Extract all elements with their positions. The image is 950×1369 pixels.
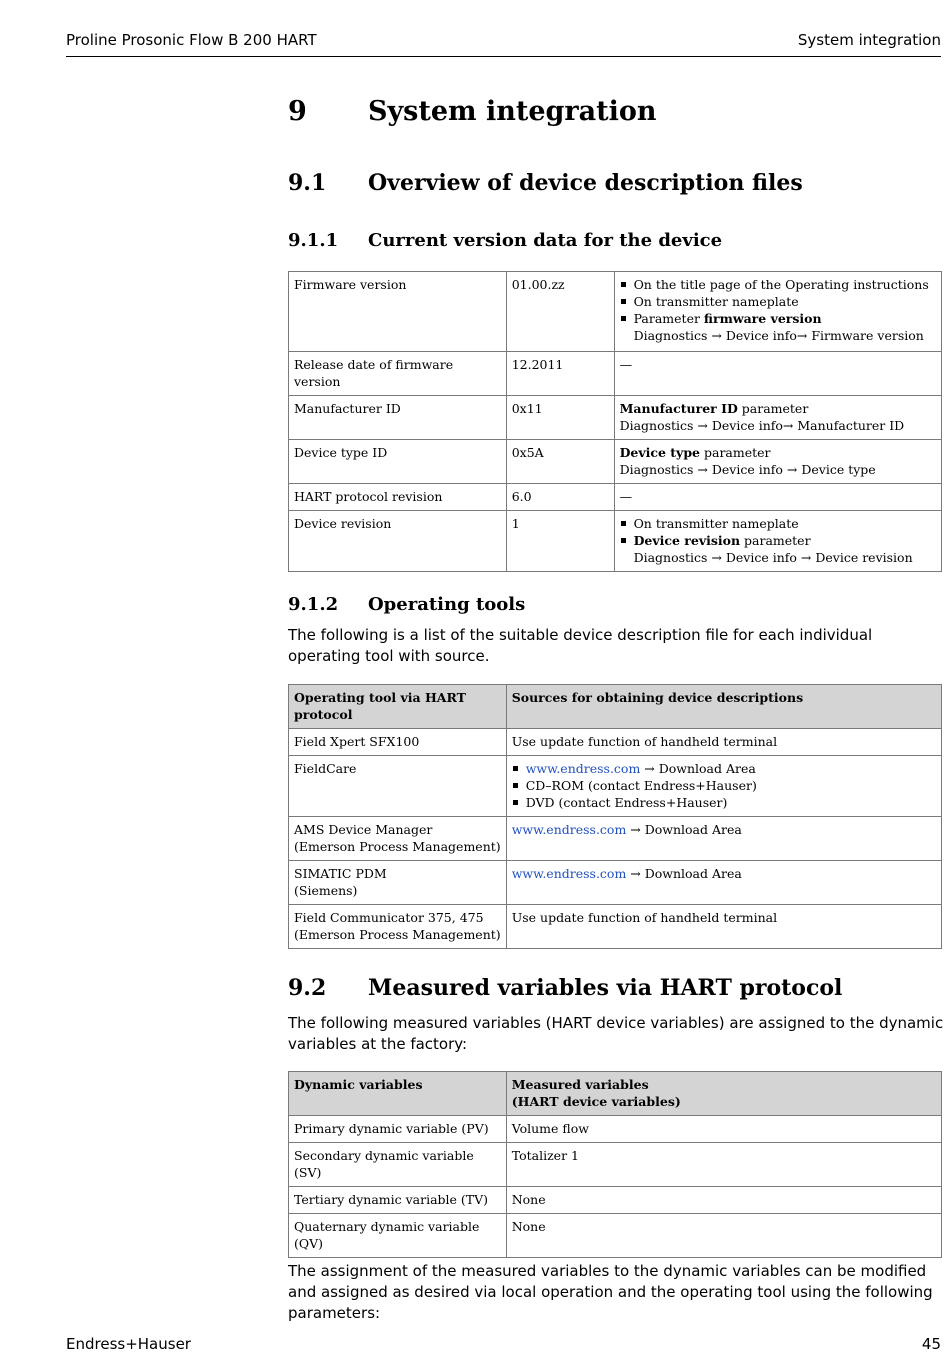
cell-value: 0x11 <box>506 396 614 440</box>
cell-dynamic: Primary dynamic variable (PV) <box>289 1116 507 1143</box>
endress-link[interactable]: www.endress.com <box>511 866 627 881</box>
list-item <box>512 760 936 777</box>
tool-name: AMS Device Manager <box>294 822 433 837</box>
cell-tool: Field Xpert SFX100 <box>289 729 507 756</box>
table-row <box>289 817 942 861</box>
section-title-9-2: Measured variables via HART protocol <box>368 975 843 1001</box>
cell-info: — <box>614 484 941 511</box>
text-fragment: parameter <box>700 445 771 460</box>
cell-source <box>506 756 941 817</box>
subsection-title-9-1-1: Current version data for the device <box>368 230 723 251</box>
parameter-name: Manufacturer ID <box>619 401 738 416</box>
table-row <box>289 511 942 572</box>
cell-dynamic: Tertiary dynamic variable (TV) <box>289 1187 507 1214</box>
section-number-9-1: 9.1 <box>288 170 327 196</box>
cell-label: Manufacturer ID <box>289 396 507 440</box>
table-row <box>289 1116 942 1143</box>
text-fragment: parameter <box>737 401 809 416</box>
table-row <box>289 484 942 511</box>
column-header: Sources for obtaining device descriptions <box>506 685 941 729</box>
cell-tool: FieldCare <box>289 756 507 817</box>
measured-outro: The assignment of the measured variables to the dynamic variables can be modified and assigned as desired via local operation and the operating tool using the following parameters: <box>288 1262 933 1322</box>
table-row <box>289 396 942 440</box>
cell-info <box>614 396 941 440</box>
column-header: Dynamic variables <box>289 1072 507 1116</box>
footer-company: Endress+Hauser <box>66 1335 191 1353</box>
column-header-line: Measured variables <box>511 1077 649 1092</box>
cell-tool <box>289 861 507 905</box>
table-row <box>289 1143 942 1187</box>
cell-label: HART protocol revision <box>289 484 507 511</box>
menu-path: Diagnostics → Device info→ Manufacturer ID <box>619 418 905 433</box>
parameter-name: Device type <box>619 445 701 460</box>
table-row <box>289 352 942 396</box>
table-row <box>289 1187 942 1214</box>
cell-info <box>614 440 941 484</box>
version-data-table <box>288 271 942 572</box>
parameter-name: firmware version <box>703 311 822 326</box>
section-number-9-2: 9.2 <box>288 975 327 1001</box>
list-item <box>620 532 936 549</box>
cell-info <box>614 511 941 572</box>
parameter-name: Device revision <box>633 533 741 548</box>
cell-source: Use update function of handheld terminal <box>506 729 941 756</box>
measured-variables-table <box>288 1071 942 1258</box>
cell-source <box>506 861 941 905</box>
table-row <box>289 905 942 949</box>
chapter-title: System integration <box>368 96 657 127</box>
menu-path: Diagnostics → Device info → Device revision <box>633 550 913 565</box>
tool-vendor: (Siemens) <box>294 883 358 898</box>
tool-vendor: (Emerson Process Management) <box>294 927 501 942</box>
cell-info: — <box>614 352 941 396</box>
header-rule <box>66 56 941 57</box>
table-row <box>289 440 942 484</box>
cell-label: Firmware version <box>289 272 507 352</box>
cell-label: Device type ID <box>289 440 507 484</box>
cell-measured: None <box>506 1187 941 1214</box>
section-title-9-1: Overview of device description files <box>368 170 803 196</box>
list-item: On transmitter nameplate <box>620 515 936 532</box>
text-fragment: → Download Area <box>626 866 742 881</box>
column-header: Operating tool via HART protocol <box>289 685 507 729</box>
table-row <box>289 756 942 817</box>
subsection-number-9-1-2: 9.1.2 <box>288 594 339 615</box>
cell-dynamic: Quaternary dynamic variable (QV) <box>289 1214 507 1258</box>
table-row <box>289 729 942 756</box>
cell-tool <box>289 817 507 861</box>
cell-dynamic: Secondary dynamic variable (SV) <box>289 1143 507 1187</box>
cell-value: 1 <box>506 511 614 572</box>
cell-label: Release date of firmware version <box>289 352 507 396</box>
endress-link[interactable]: www.endress.com <box>511 822 627 837</box>
cell-value: 0x5A <box>506 440 614 484</box>
cell-measured: Volume flow <box>506 1116 941 1143</box>
text-fragment: parameter <box>740 533 811 548</box>
cell-value: 6.0 <box>506 484 614 511</box>
tool-name: SIMATIC PDM <box>294 866 387 881</box>
text-fragment: → Download Area <box>640 761 756 776</box>
table-header-row <box>289 685 942 729</box>
list-item <box>620 310 936 327</box>
column-header-line: (HART device variables) <box>511 1094 681 1109</box>
list-item: On transmitter nameplate <box>620 293 936 310</box>
subsection-number-9-1-1: 9.1.1 <box>288 230 339 251</box>
table-row <box>289 861 942 905</box>
text-fragment: → Download Area <box>626 822 742 837</box>
cell-tool <box>289 905 507 949</box>
table-header-row <box>289 1072 942 1116</box>
list-item: DVD (contact Endress+Hauser) <box>512 794 936 811</box>
cell-info <box>614 272 941 352</box>
tool-vendor: (Emerson Process Management) <box>294 839 501 854</box>
cell-source <box>506 817 941 861</box>
cell-source: Use update function of handheld terminal <box>506 905 941 949</box>
operating-tools-table <box>288 684 942 949</box>
column-header <box>506 1072 941 1116</box>
list-item: CD–ROM (contact Endress+Hauser) <box>512 777 936 794</box>
cell-label: Device revision <box>289 511 507 572</box>
table-row <box>289 1214 942 1258</box>
tool-name: Field Communicator 375, 475 <box>294 910 484 925</box>
operating-tools-intro: The following is a list of the suitable device description file for each individual operating tool with source. <box>288 626 873 665</box>
header-chapter-title: System integration <box>797 31 941 49</box>
subsection-title-9-1-2: Operating tools <box>368 594 526 615</box>
menu-path: Diagnostics → Device info → Device type <box>619 462 876 477</box>
text-fragment: Parameter <box>633 311 704 326</box>
table-row <box>289 272 942 352</box>
menu-path: Diagnostics → Device info→ Firmware version <box>633 328 924 343</box>
header-doc-title: Proline Prosonic Flow B 200 HART <box>66 31 317 49</box>
endress-link[interactable]: www.endress.com <box>525 761 641 776</box>
measured-intro: The following measured variables (HART device variables) are assigned to the dynamic variables at the factory: <box>288 1014 944 1053</box>
cell-value: 01.00.zz <box>506 272 614 352</box>
cell-measured: None <box>506 1214 941 1258</box>
chapter-number: 9 <box>288 96 307 127</box>
page-number: 45 <box>921 1335 941 1353</box>
cell-measured: Totalizer 1 <box>506 1143 941 1187</box>
list-item: On the title page of the Operating instructions <box>620 276 936 293</box>
cell-value: 12.2011 <box>506 352 614 396</box>
